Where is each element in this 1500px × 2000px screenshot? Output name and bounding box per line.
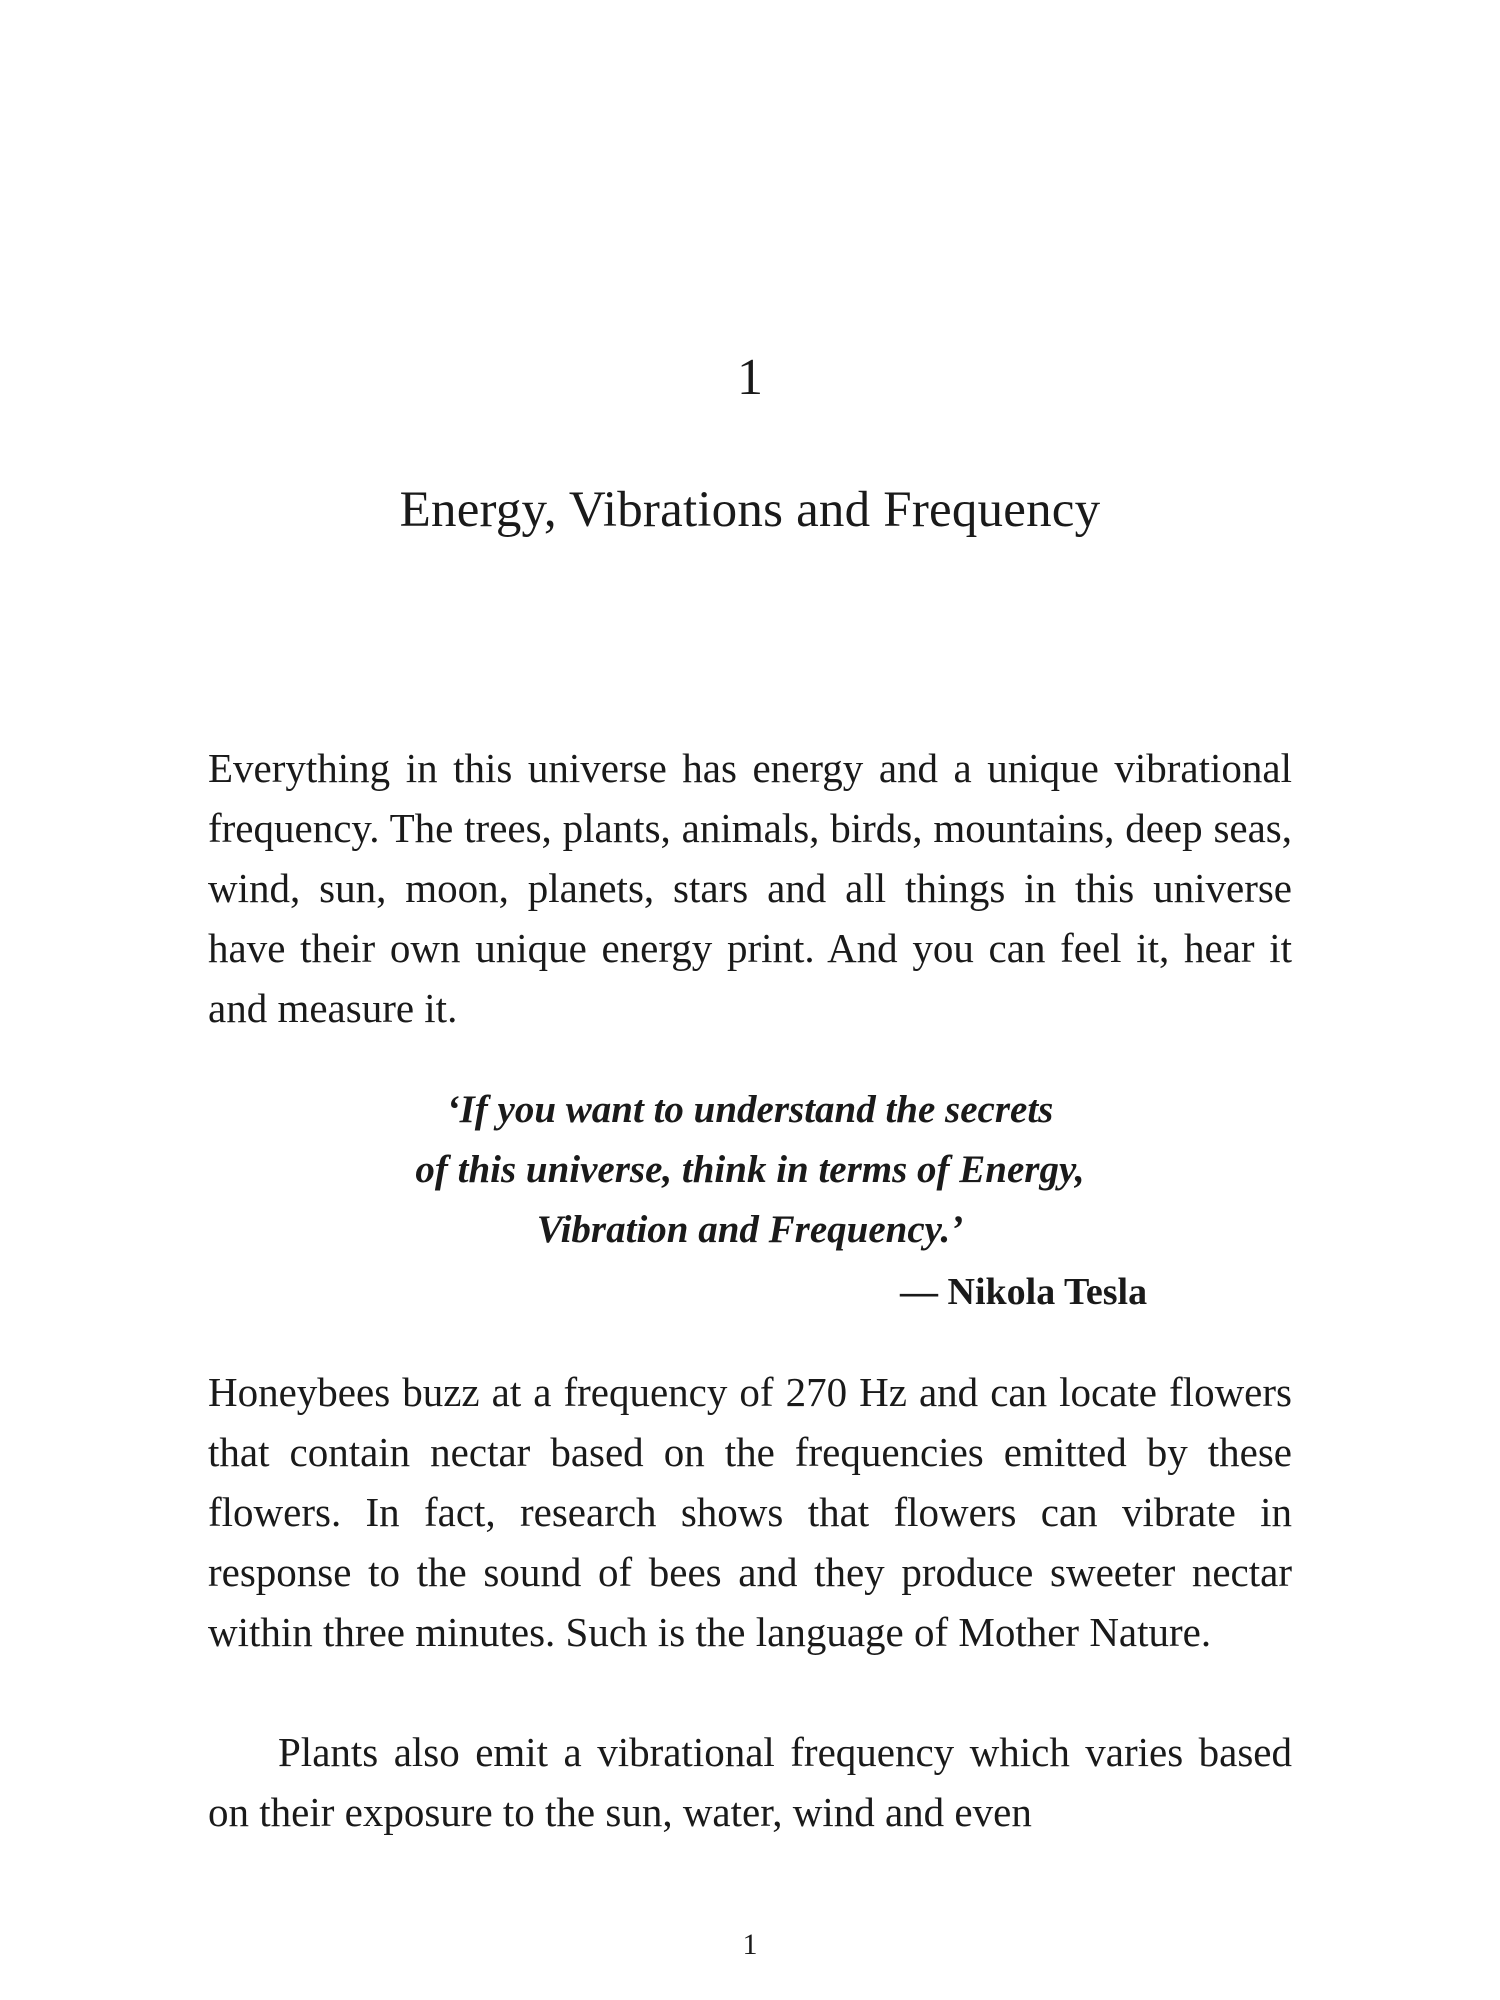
body-paragraph-1: Everything in this universe has energy and a unique vibrational frequency. The trees, plants, animals, birds, mountains, deep seas, wind, sun, moon, planets, stars and all things in this universe have their own unique energy print. And you can feel it, hear it and measure it. [208,745,1292,1031]
quote-attribution: — Nikola Tesla [900,1271,1148,1313]
quote-line-2: of this universe, think in terms of Energy, [415,1148,1085,1191]
page-number: 1 [742,1928,758,1961]
quote-line-1: ‘If you want to understand the secrets [446,1088,1054,1131]
chapter-title: Energy, Vibrations and Frequency [399,482,1101,538]
chapter-number: 1 [737,349,763,406]
quote-line-3: Vibration and Frequency.’ [536,1208,964,1251]
body-paragraph-2: Honeybees buzz at a frequency of 270 Hz and can locate flowers that contain nectar based on the frequencies emitted by these flowers. In fact, research shows that flowers can vibrate in response to the sound of bees and they produce sweeter nectar within three minutes. Such is the language of Mother Nature. [208,1369,1292,1655]
body-paragraph-3: Plants also emit a vibrational frequency which varies based on their exposure to the sun, water, wind and even [208,1729,1292,1835]
epigraph-quote [208,1080,1292,1260]
